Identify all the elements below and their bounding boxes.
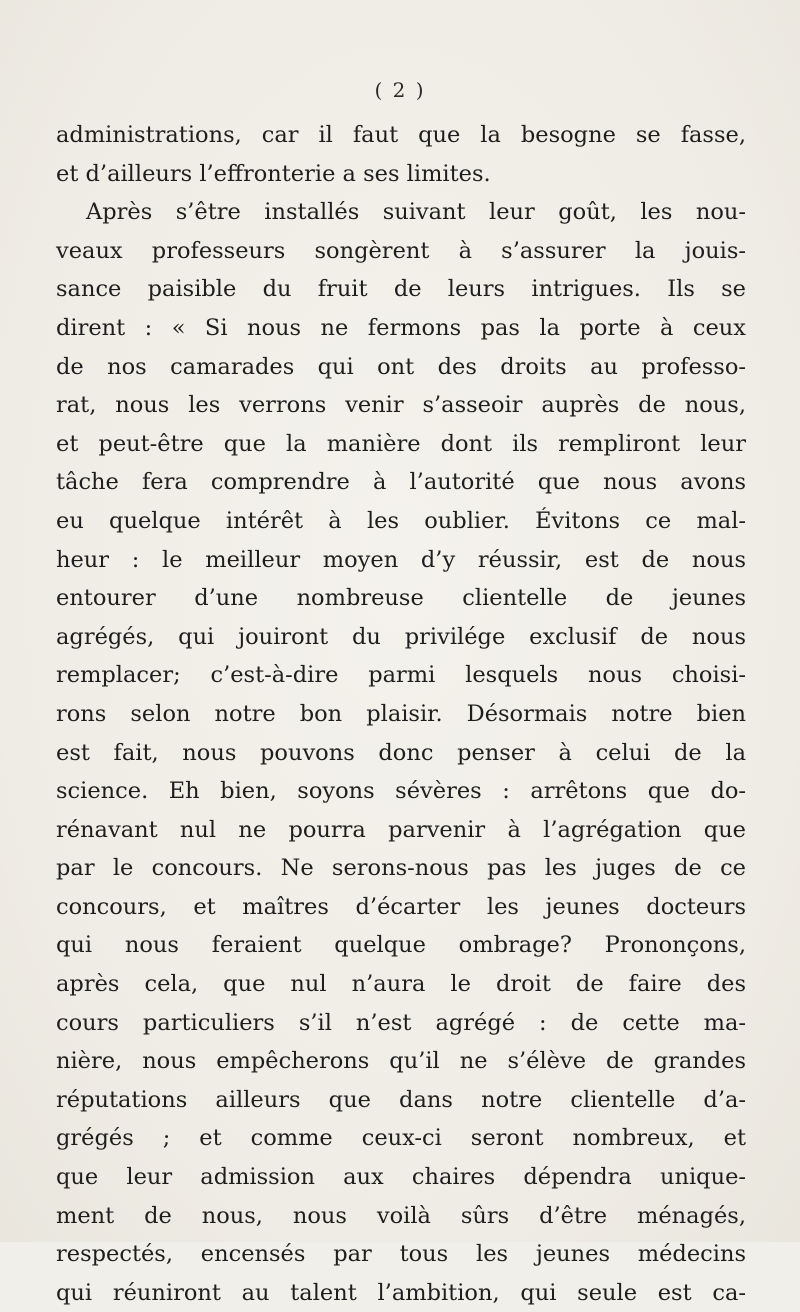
text-line: heur : le meilleur moyen d’y réussir, est de nous — [56, 546, 746, 573]
body-text — [56, 116, 746, 1312]
text-line: grégés ; et comme ceux-ci seront nombreux, et — [56, 1125, 746, 1152]
text-line: Après s’être installés suivant leur goût, les nou- — [86, 199, 746, 226]
text-line: et d’ailleurs l’effronterie a ses limites. — [56, 160, 491, 187]
text-line: est fait, nous pouvons donc penser à celui de la — [56, 739, 746, 766]
text-line: tâche fera comprendre à l’autorité que nous avons — [56, 469, 746, 496]
text-line: science. Eh bien, soyons sévères : arrêtons que do- — [56, 778, 746, 805]
text-line: sance paisible du fruit de leurs intrigues. Ils se — [56, 276, 746, 303]
text-line: et peut-être que la manière dont ils rempliront leur — [56, 430, 746, 457]
text-line: qui réuniront au talent l’ambition, qui seule est ca- — [56, 1279, 746, 1306]
text-line: ment de nous, nous voilà sûrs d’être ménagés, — [56, 1202, 746, 1229]
text-line: par le concours. Ne serons-nous pas les juges de ce — [56, 855, 746, 882]
text-line: veaux professeurs songèrent à s’assurer la jouis- — [56, 237, 746, 264]
text-line: après cela, que nul n’aura le droit de faire des — [56, 971, 746, 998]
text-line: nière, nous empêcherons qu’il ne s’élève de grandes — [56, 1048, 746, 1075]
text-line: administrations, car il faut que la besogne se fasse, — [56, 122, 746, 148]
text-line: eu quelque intérêt à les oublier. Évitons ce mal- — [56, 507, 746, 534]
text-line: rat, nous les verrons venir s’asseoir auprès de nous, — [56, 392, 746, 419]
text-line: respectés, encensés par tous les jeunes médecins — [56, 1241, 746, 1268]
text-line: réputations ailleurs que dans notre clientelle d’a- — [56, 1086, 746, 1113]
text-line: remplacer; c’est-à-dire parmi lesquels nous choisi- — [56, 662, 746, 689]
text-line: entourer d’une nombreuse clientelle de jeunes — [56, 585, 746, 612]
text-line: cours particuliers s’il n’est agrégé : de cette ma- — [56, 1009, 746, 1036]
text-line: agrégés, qui jouiront du privilége exclusif de nous — [56, 623, 746, 650]
text-line: dirent : « Si nous ne fermons pas la porte à ceux — [56, 314, 746, 341]
text-line: rénavant nul ne pourra parvenir à l’agrégation que — [56, 816, 746, 843]
text-line: que leur admission aux chaires dépendra unique- — [56, 1164, 746, 1191]
page-number: ( 2 ) — [374, 78, 426, 102]
text-line: rons selon notre bon plaisir. Désormais notre bien — [56, 700, 746, 727]
text-line: de nos camarades qui ont des droits au professo- — [56, 353, 746, 380]
text-line: concours, et maîtres d’écarter les jeunes docteurs — [56, 893, 746, 920]
text-line: qui nous feraient quelque ombrage? Prononçons, — [56, 932, 746, 959]
